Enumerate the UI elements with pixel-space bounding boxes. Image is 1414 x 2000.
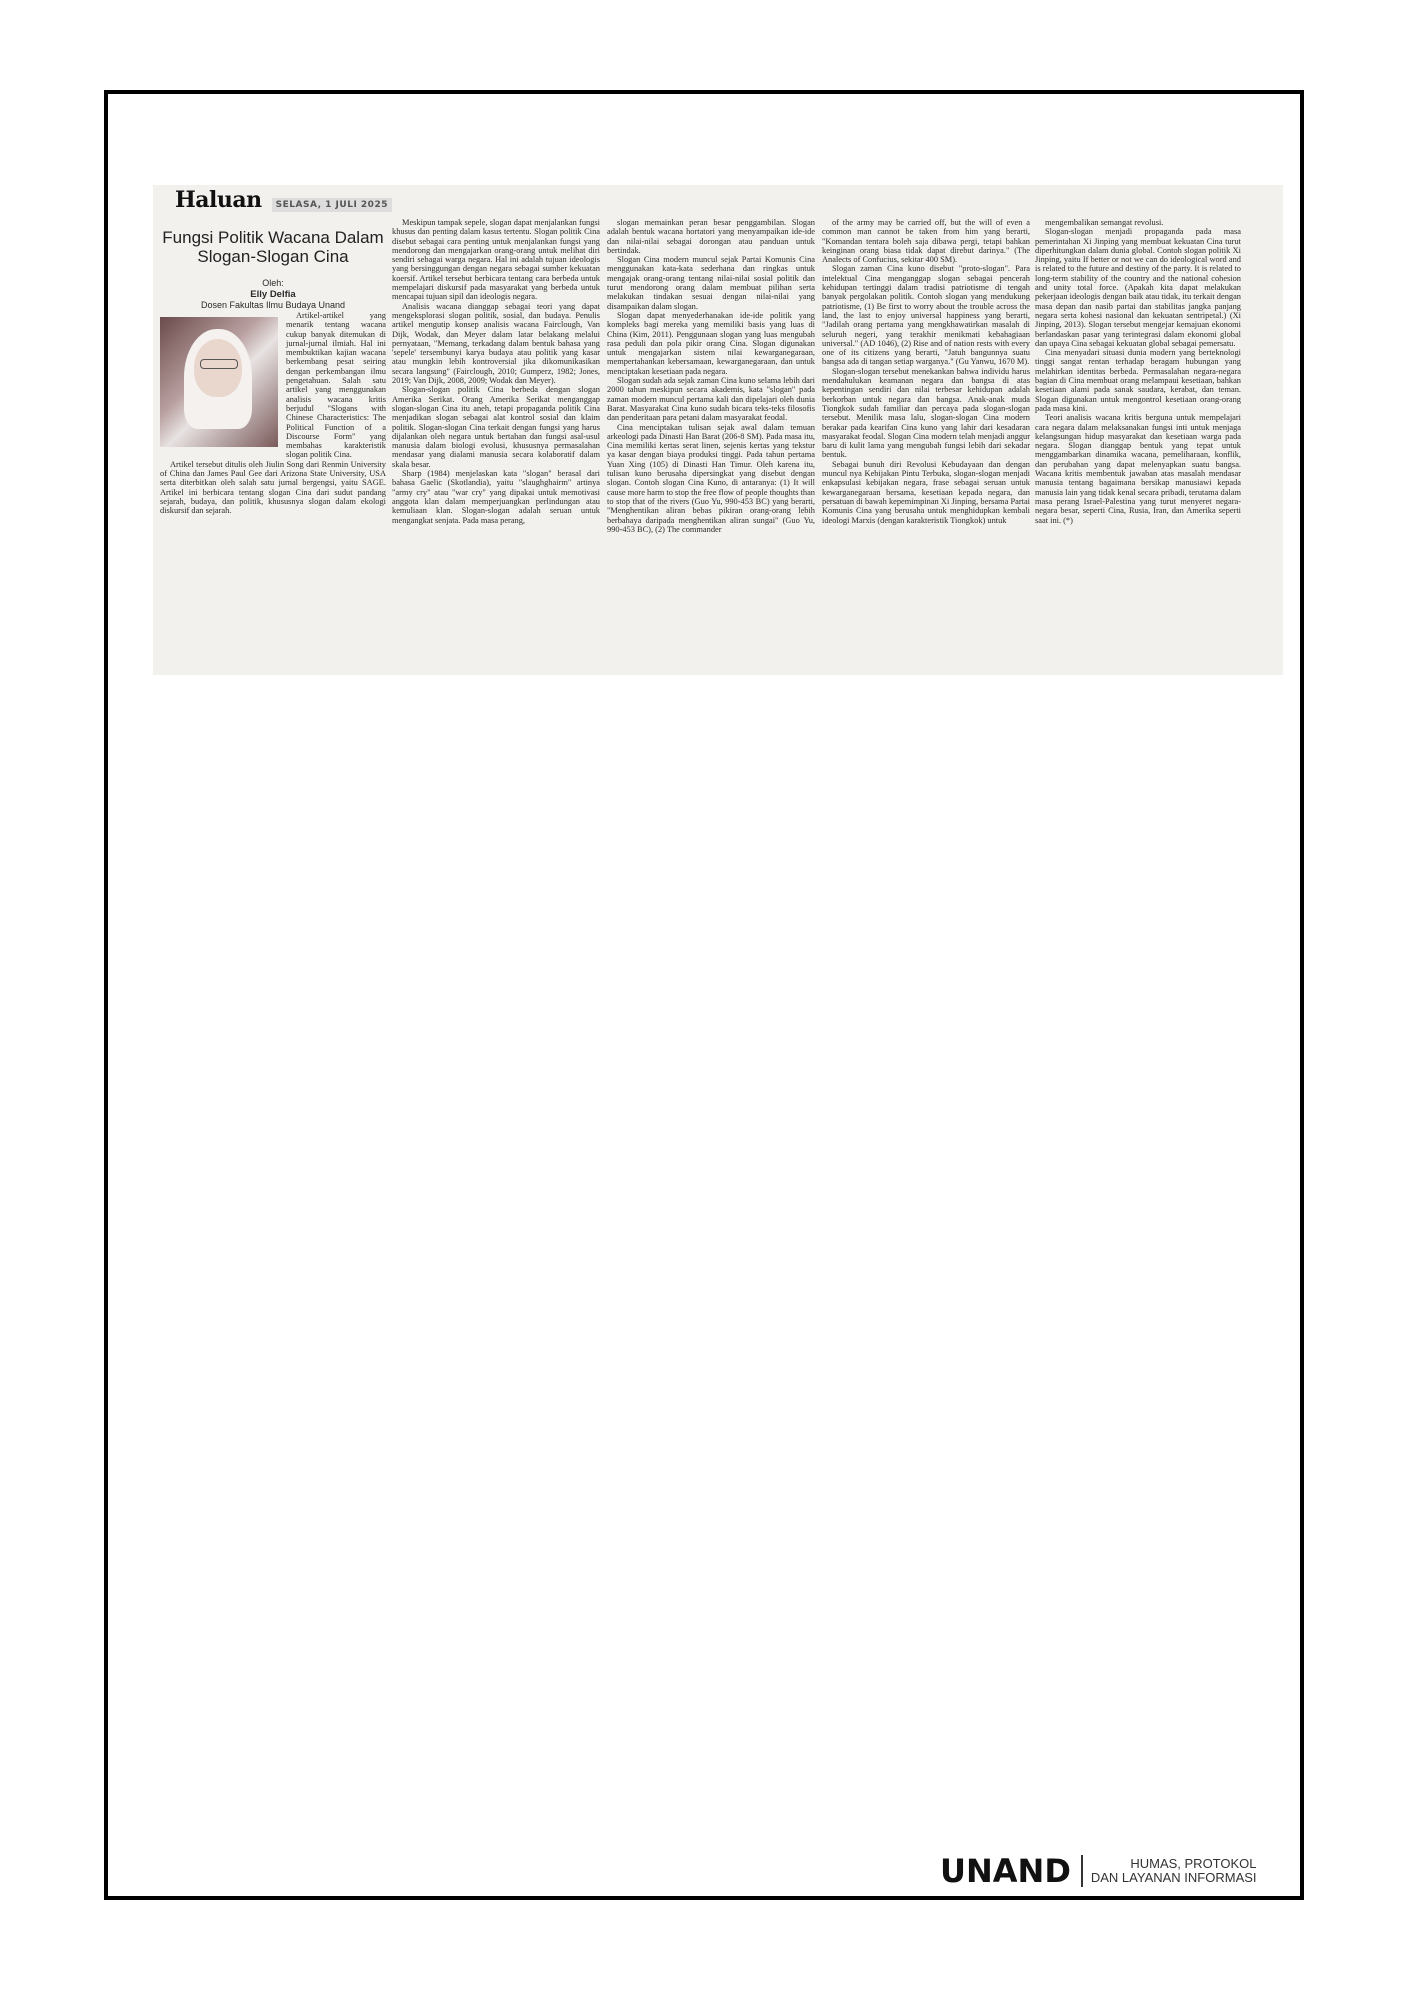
article-paragraph: mengembalikan semangat revolusi.	[1045, 218, 1164, 227]
author-name: Elly Delfia	[250, 289, 296, 300]
article-paragraph: Analisis wacana dianggap sebagai teori yang dapat mengeksplorasi slogan politik, sosial, dan budaya. Penulis artikel mengutip konsep analisis wacana Fairclough, Van Dijk, Wodak, dan Meyer dalam latar belakang melalui pernyataan, "Memang, terkadang dalam bentuk bahasa yang 'sepele' tersembunyi karya budaya atau politik yang kasar atau mungkin lebih kontroversial jika dikomunikasikan secara langsung" (Fairclough, 2010; Gumperz, 1982; Jones, 2019; Van Dijk, 2008, 2009; Wodak dan Meyer).	[392, 301, 600, 386]
masthead	[175, 187, 392, 213]
article-paragraph: Slogan-slogan tersebut menekankan bahwa individu harus mendahulukan keamanan negara dan bangsa di atas kepentingan sendiri dan nilai terbesar kehidupan adalah berkorban untuk negara dan bangsa. Anak-anak muda Tiongkok sudah familiar dan percaya pada slogan-slogan tersebut. Menilik masa lalu, slogan-slogan Cina modern berakar pada kearifan Cina kuno yang lahir dari kesadaran masyarakat feodal. Slogan Cina modern telah menjadi anggur baru di kulit lama yang mengubah fungsi lebih dari sekadar bentuk.	[822, 366, 1030, 460]
article-paragraph: Meskipun tampak sepele, slogan dapat menjalankan fungsi khusus dan penting dalam kasus tertentu. Slogan politik Cina disebut sebagai cara penting untuk menjalankan fungsi yang mendorong dan mengajarkan orang-orang untuk melihat diri sendiri sebagai warga negara. Hal ini adalah tujuan ideologis yang bersinggungan dengan negara sebagai sumber kekuatan koersif. Artikel tersebut berbicara tentang cara berbeda untuk mempelajari diskursif pada masyarakat yang berbeda untuk mencapai tujuan sipil dan ideologis negara.	[392, 218, 600, 302]
article-paragraph: Sebagai bunuh diri Revolusi Kebudayaan dan dengan muncul nya Kebijakan Pintu Terbuka, slogan-slogan menjadi enkapsulasi kebijakan negara, frase sebagai seruan untuk kewarganegaraan bersama, kesetiaan kepada negara, dan persatuan di bawah kepemimpinan Xi Jinping, bersama Partai Komunis Cina yang berusaha untuk menghidupkan kembali ideologi Marxis (dengan karakteristik Tiongkok) untuk	[822, 459, 1030, 525]
author-affiliation: Dosen Fakultas Ilmu Budaya Unand	[200, 300, 346, 310]
article-column-2	[392, 218, 600, 670]
article-paragraph: Cina menciptakan tulisan sejak awal dalam temuan arkeologi pada Dinasti Han Barat (206-8 SM). Pada masa itu, Cina memiliki kertas serat linen, sejenis kertas yang tekstur ya kasar dengan biaya produksi tinggi. Pada tahun pertama Yuan Xing (105) di Dinasti Han Timur. Oleh karena itu, tulisan kuno berusaha dipersingkat yang disebut dengan slogan. Contoh slogan Cina Kuno, di antaranya: (1) It will cause more harm to stop the free flow of people thoughts than to stop that of the rivers (Guo Yu, 990-453 BC) yang berarti, "Menghentikan aliran bebas pikiran orang-orang lebih berbahaya daripada menghentikan aliran sungai" (Guo Yu, 990-453 BC), (2) The commander	[607, 422, 815, 534]
article-paragraph: Artikel-artikel yang menarik tentang wacana cukup banyak ditemukan di jurnal-jurnal ilmiah. Hal ini membuktikan kajian wacana berkembang pesat seiring dengan perkembangan ilmu pengetahuan. Salah satu artikel yang menggunakan analisis wacana kritis berjudul "Slogans with Chinese Characteristics: The Political Function of a Discourse Form" yang membahas karakteristik slogan politik Cina.	[286, 311, 386, 460]
article-paragraph: slogan memainkan peran besar penggambilan. Slogan adalah bentuk wacana hortatori yang menyampaikan ide-ide dan nilai-nilai sebagai dorongan atau panduan untuk bertindak.	[607, 218, 815, 255]
article-paragraph: Artikel tersebut ditulis oleh Jiulin Song dari Renmin University of China dan James Paul Gee dari Arizona State University, USA serta diterbitkan oleh salah satu jurnal bergengsi, yaitu SAGE. Artikel ini berbicara tentang slogan Cina dari sudut pandang sejarah, budaya, dan politik, khususnya slogan dalam ekologi diskursif dan sejarah.	[160, 459, 386, 516]
article-column-1	[160, 224, 386, 676]
article-paragraph: Slogan-slogan menjadi propaganda pada masa pemerintahan Xi Jinping yang membuat kekuatan Cina turut diperhitungkan dalam dunia global. Contoh slogan politik Xi Jinping, yaitu If better or not we can do ideological word and is related to the future and destiny of the party. It is related to long-term stability of the country and the national cohesion and unity total force. (Apakah kita dapat melakukan pekerjaan ideologis dengan baik atau tidak, itu terkait dengan masa depan dan nasib partai dan stabilitas jangka panjang negara serta kohesi nasional dan kekuatan sentripetal.) (Xi Jinping, 2013). Slogan tersebut mengejar kemajuan ekonomi berlandaskan pasar yang terintegrasi dalam ekonomi global dan upaya Cina sebagai kekuatan global sebagai pemersatu.	[1035, 227, 1241, 348]
byline-label: Oleh:	[262, 278, 284, 288]
article-paragraph: Slogan sudah ada sejak zaman Cina kuno selama lebih dari 2000 tahun meskipun secara akademis, kata "slogan" pada zaman modern muncul pertama kali dan dipelajari oleh dunia Barat. Masyarakat Cina kuno sudah bicara teks-teks filosofis dan penderitaan para petani dalam masyarakat feodal.	[607, 376, 815, 423]
footer-line-1: HUMAS, PROTOKOL	[1130, 1856, 1257, 1871]
article-paragraph: Slogan Cina modern muncul sejak Partai Komunis Cina menggunakan kata-kata sederhana dan ringkas untuk mengajak orang-orang tentang nilai-nilai sosial politik dan turut mendorong orang dalam membuat pilihan serta melakukan tindakan sesuai dengan nilai-nilai yang disampaikan dalam slogan.	[607, 255, 815, 311]
unand-logo: UNAND	[940, 1852, 1071, 1890]
article-paragraph: of the army may be carried off, but the will of even a common man cannot be taken from him yang berarti, "Komandan tentara boleh saja dibawa pergi, tetapi bahkan keinginan orang biasa tidak dapat direbut darinya." (The Analects of Confucius, sekitar 400 SM).	[822, 218, 1030, 265]
article-column-5	[1035, 218, 1241, 670]
article-headline: Fungsi Politik Wacana Dalam Slogan-Slogan Cina	[162, 228, 384, 266]
newspaper-logo: Haluan	[175, 187, 262, 213]
article-paragraph: Slogan zaman Cina kuno disebut "proto-slogan". Para intelektual Cina menganggap slogan sebagai pencerah kehidupan tertinggi dalam tradisi patriotisme di tengah banyak pergolakan politik. Contoh slogan yang mendukung patriotisme, (1) Be first to worry about the trouble across the land, the last to enjoy universal happiness yang berarti, "Jadilah orang pertama yang mengkhawatirkan masalah di seluruh negeri, yang terakhir menikmati kebahagiaan universal." (AD 1046), (2) Rise and of nation rests with every one of its citizens yang berarti, "Jatuh bangunnya suatu bangsa ada di tangan setiap warganya." (Gu Yanwu, 1670 M).	[822, 264, 1030, 367]
article-column-4	[822, 218, 1030, 670]
article-paragraph: Teori analisis wacana kritis berguna untuk mempelajari cara negara dalam melaksanakan fungsi inti untuk menjaga kelangsungan hidup masyarakat dan kesetiaan warga pada negara. Slogan dianggap bentuk yang tepat untuk menggambarkan dinamika wacana, pemeliharaan, konflik, dan perubahan yang dapat melenyapkan suatu bangsa. Wacana kritis membentuk jawaban atas masalah mendasar manusia tentang bagaimana bersikap manusiawi kepada manusia lain yang tidak kenal secara pribadi, terutama dalam masa perang Israel-Palestina yang turut menyeret negara-negara besar, seperti Cina, Rusia, Iran, dan Amerika seperti saat ini. (*)	[1035, 413, 1241, 525]
article-paragraph: Slogan dapat menyederhanakan ide-ide politik yang kompleks bagi mereka yang memiliki basis yang luas di China (Kim, 2011). Penggunaan slogan yang luas mengubah rasa peduli dan pola pikir orang Cina. Slogan digunakan untuk mengajarkan sistem nilai kewarganegaraan, mempertahankan kebersamaan, kewarganegaraan, dan untuk menciptakan kesetiaan pada negara.	[607, 310, 815, 376]
footer-divider	[1081, 1855, 1083, 1887]
article-paragraph: Cina menyadari situasi dunia modern yang berteknologi tinggi sangat rentan terhadap beragam hubungan yang melahirkan identitas berbeda. Permasalahan negara-negara bagian di Cina membuat orang melampaui kesetiaan, bahkan kesetiaan alami pada sanak saudara, kerabat, dan teman. Slogan digunakan untuk mengontrol kesetiaan orang-orang pada masa kini.	[1035, 348, 1241, 413]
footer-line-2: DAN LAYANAN INFORMASI	[1090, 1870, 1257, 1885]
footer-department	[1091, 1857, 1257, 1885]
article-paragraph: Sharp (1984) menjelaskan kata "slogan" berasal dari bahasa Gaelic (Skotlandia), yaitu "slaughghairm" artinya "army cry" atau "war cry" yang dipakai untuk memotivasi anggota klan dalam memperjuangkan perlindungan atau kemuliaan klan. Slogan-slogan adalah seruan untuk mengangkat senjata. Pada masa perang,	[392, 469, 600, 525]
author-photo	[160, 317, 278, 447]
article-paragraph: Slogan-slogan politik Cina berbeda dengan slogan Amerika Serikat. Orang Amerika Serikat menganggap slogan-slogan Cina itu aneh, tetapi propaganda politik Cina menjadikan slogan sebagai alat kontrol sosial dan klaim politik. Slogan-slogan Cina terkait dengan fungsi yang harus dijalankan oleh negara untuk bertahan dan fungsi asal-usul manusia dalam biologi evolusi, khususnya permasalahan mendasar yang dialami manusia secara kolaboratif dalam skala besar.	[392, 385, 600, 469]
footer-branding	[940, 1852, 1257, 1890]
byline	[160, 278, 386, 311]
article-column-3	[607, 218, 815, 670]
publication-date: SELASA, 1 JULI 2025	[272, 198, 392, 212]
